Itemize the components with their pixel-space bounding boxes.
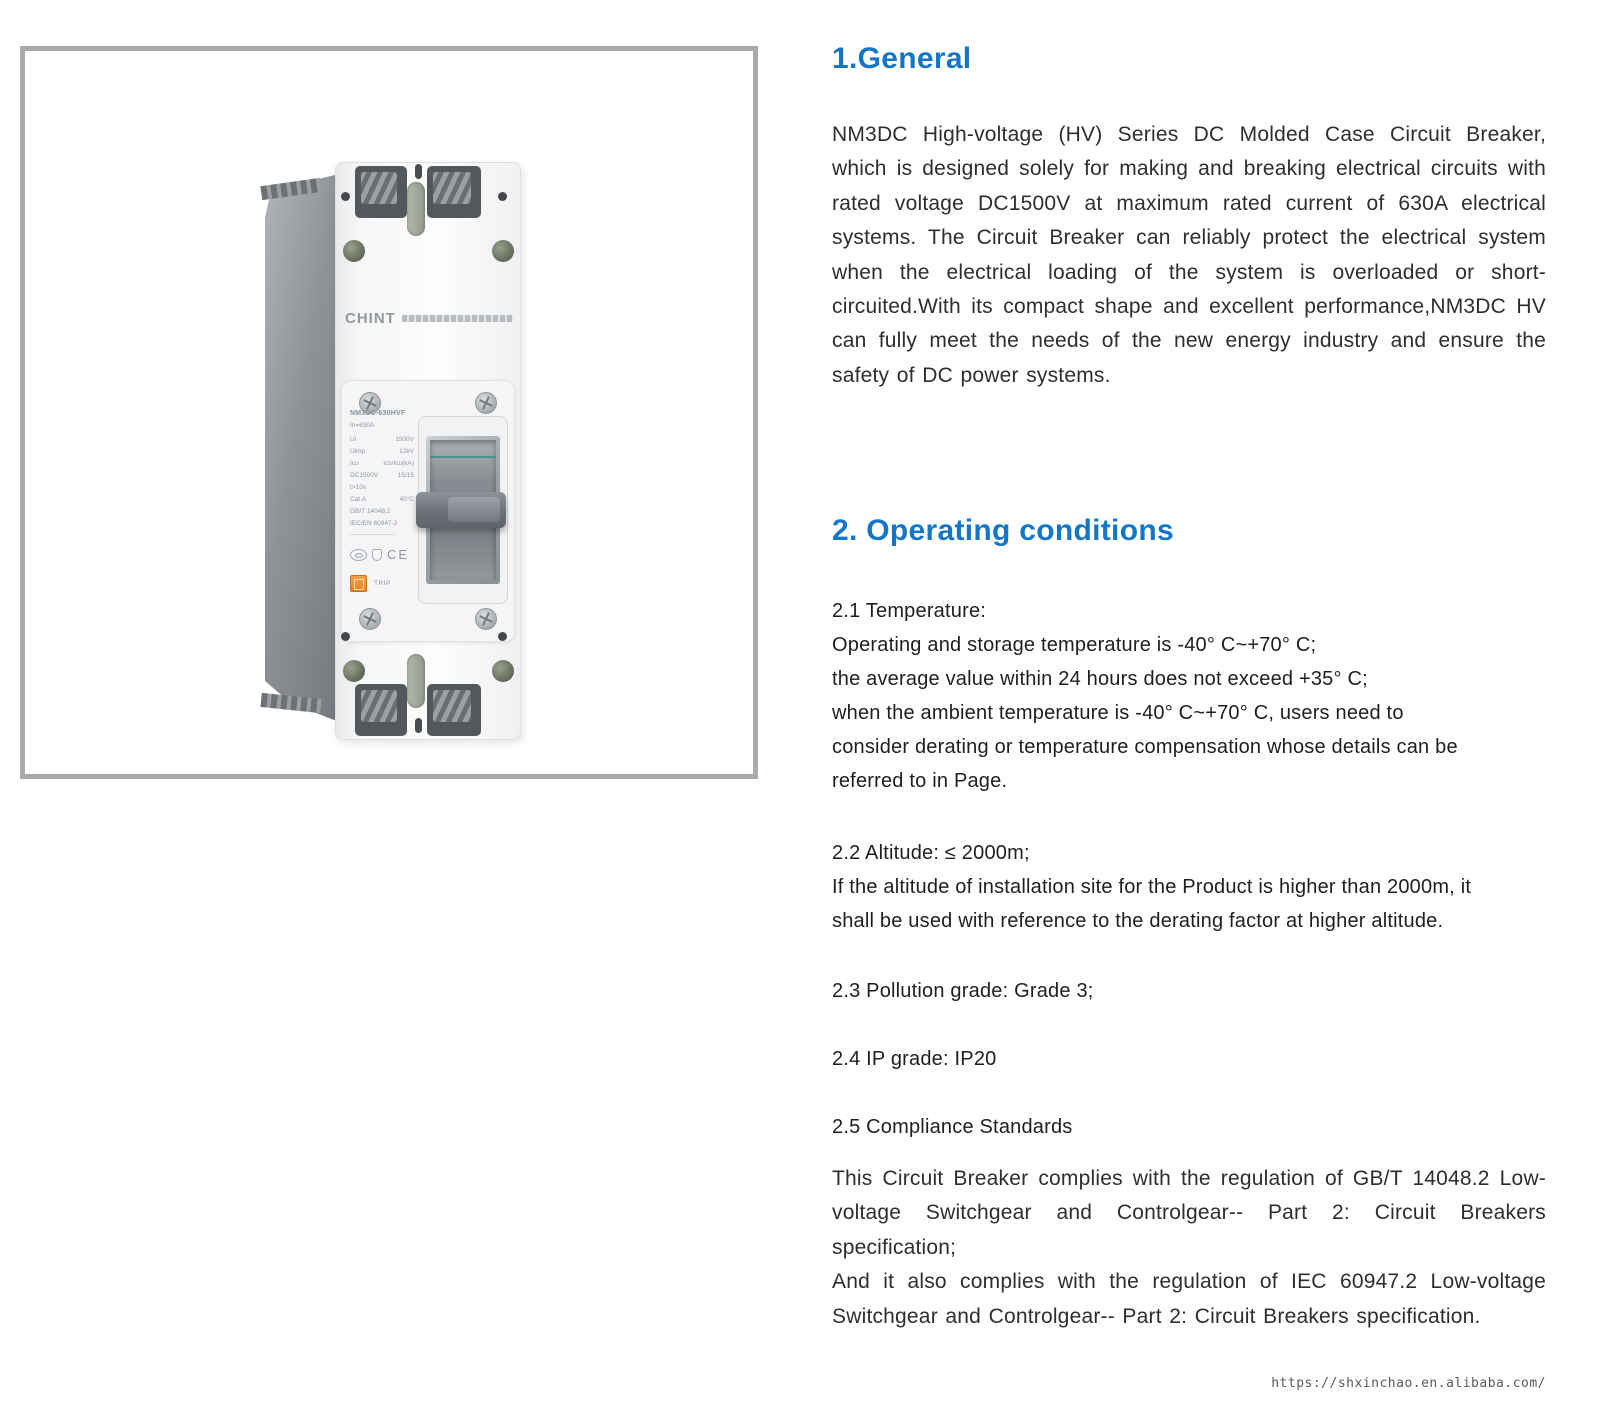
spec-row <box>350 508 414 516</box>
cert-shield-icon <box>372 549 382 561</box>
subsection-ip-grade: 2.4 IP grade: IP20 <box>832 1048 997 1070</box>
subsection-title: 2.1 Temperature: <box>832 600 987 622</box>
compliance-paragraphs <box>832 1162 1546 1334</box>
screw-icon <box>359 608 381 630</box>
ce-mark: CE <box>387 547 410 562</box>
spec-key: Icu <box>350 460 359 467</box>
brand-stripe-decoration <box>402 315 513 322</box>
spec-value: 40°C <box>399 496 414 503</box>
spec-value: Ics/Icu(kA) <box>383 460 414 467</box>
spec-row <box>350 496 414 504</box>
ccc-mark-icon <box>350 549 367 561</box>
body-line: shall be used with reference to the derating factor at higher altitude. <box>832 910 1444 932</box>
spec-row <box>350 484 414 492</box>
screw-icon <box>475 392 497 414</box>
spec-row <box>350 460 414 468</box>
vent-dot-bottom-right <box>498 632 507 641</box>
mounting-hole-bottom-left <box>343 660 365 682</box>
vent-dot-bottom-left <box>341 632 350 641</box>
handle-window <box>430 440 496 580</box>
section-heading-general: 1.General <box>832 42 972 75</box>
section-heading-operating-conditions: 2. Operating conditions <box>832 514 1174 547</box>
spec-key: Ui <box>350 436 357 443</box>
source-url: https://shxinchao.en.alibaba.com/ <box>1271 1376 1546 1391</box>
toggle-handle <box>416 492 506 528</box>
brand-row <box>345 310 513 327</box>
breaker-body <box>335 162 521 740</box>
terminal-slot-top-right <box>427 166 481 218</box>
spec-value: 12kV <box>399 448 414 455</box>
compliance-paragraph-1: This Circuit Breaker complies with the regulation of GB/T 14048.2 Low-voltage Switchgear and Controlgear-- Part 2: Circuit Breakers specification; <box>832 1167 1546 1259</box>
spec-row <box>350 520 414 528</box>
subsection-pollution-grade: 2.3 Pollution grade: Grade 3; <box>832 980 1094 1002</box>
handle-recess <box>418 416 508 604</box>
terminal-slot-top-left <box>355 166 407 218</box>
bottom-pin <box>415 718 422 733</box>
rated-current: In=630A <box>350 422 375 429</box>
label-divider <box>350 534 395 535</box>
spec-key: DC1500V <box>350 472 379 479</box>
body-line: If the altitude of installation site for the Product is higher than 2000m, it <box>832 876 1472 898</box>
spec-key: Uimp <box>350 448 366 455</box>
spec-key: IEC/EN 60947-2 <box>350 520 398 527</box>
handle-window-accent-line <box>430 456 496 458</box>
spec-key: Cat.A <box>350 496 367 503</box>
toggle-handle-face <box>448 497 500 522</box>
rating-label <box>350 410 414 592</box>
body-line: when the ambient temperature is -40° C~+70° C, users need to <box>832 702 1404 724</box>
model-number: NM3DC-630HVF <box>350 410 406 417</box>
vent-dot-top-left <box>341 192 350 201</box>
handle-window-bevel <box>426 436 500 584</box>
body-line: consider derating or temperature compensation whose details can be <box>832 736 1458 758</box>
subsection-title: 2.2 Altitude: ≤ 2000m; <box>832 842 1030 864</box>
document-content <box>832 0 1546 1410</box>
terminal-slot-bottom-right <box>427 684 481 736</box>
subsection-temperature <box>832 594 1546 798</box>
mounting-hole-top-left <box>343 240 365 262</box>
bottom-keyhole <box>407 654 425 708</box>
spec-row <box>350 436 414 444</box>
breaker-side-panel <box>265 174 339 722</box>
circuit-breaker-photo <box>255 156 520 741</box>
trip-button <box>350 575 367 592</box>
spec-row <box>350 472 414 480</box>
spec-value: 15/15 <box>397 472 414 479</box>
subsection-compliance-title: 2.5 Compliance Standards <box>832 1116 1073 1138</box>
body-line: referred to in Page. <box>832 770 1008 792</box>
mounting-hole-top-right <box>492 240 514 262</box>
brand-logo: CHINT <box>345 310 396 327</box>
general-paragraph: NM3DC High-voltage (HV) Series DC Molded Case Circuit Breaker, which is designed solely for making and breaking electrical circuits with rated voltage DC1500V at maximum rated current of 630A electrical systems. The Circuit Breaker can reliably protect the electrical system when the electrical loading of the system is overloaded or short-circuited.With its compact shape and excellent performance,NM3DC HV can fully meet the needs of the new energy industry and ensure the safety of DC power systems. <box>832 123 1546 387</box>
breaker-front-panel <box>341 380 515 642</box>
body-line: Operating and storage temperature is -40° C~+70° C; <box>832 634 1317 656</box>
trip-label: TRIP <box>374 580 391 587</box>
subsection-altitude <box>832 836 1546 938</box>
trip-indicator-row <box>350 575 414 592</box>
compliance-paragraph-2: And it also complies with the regulation of IEC 60947.2 Low-voltage Switchgear and Controlgear-- Part 2: Circuit Breakers specification. <box>832 1270 1546 1328</box>
certification-marks <box>350 547 414 562</box>
body-line: the average value within 24 hours does not exceed +35° C; <box>832 668 1368 690</box>
terminal-slot-bottom-left <box>355 684 407 736</box>
spec-key: t>10s <box>350 484 367 491</box>
vent-dot-top-right <box>498 192 507 201</box>
top-pin <box>415 164 422 179</box>
mounting-hole-bottom-right <box>492 660 514 682</box>
spec-value: 1500V <box>395 436 414 443</box>
spec-key: GB/T 14048.2 <box>350 508 391 515</box>
screw-icon <box>475 608 497 630</box>
top-keyhole <box>407 182 425 236</box>
spec-row <box>350 448 414 456</box>
product-image-frame <box>20 46 758 779</box>
